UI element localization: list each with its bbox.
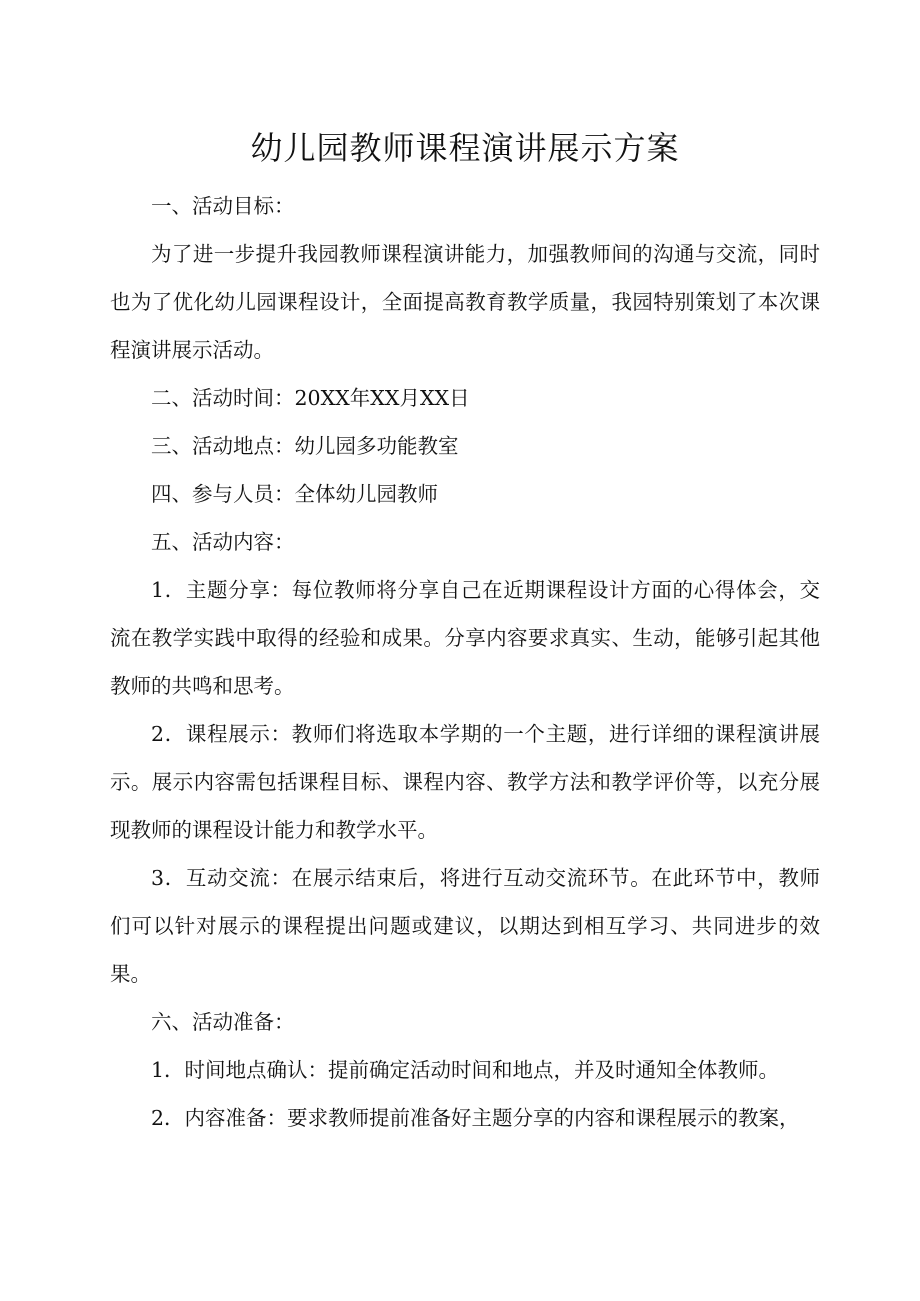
participants: 四、参与人员：全体幼儿园教师 (151, 482, 438, 506)
goals-paragraph: 为了进一步提升我园教师课程演讲能力，加强教师间的沟通与交流，同时也为了优化幼儿园课程设计，全面提高教育教学质量，我园特别策划了本次课程演讲展示活动。 (110, 242, 820, 362)
content-item-course-display: 2．课程展示：教师们将选取本学期的一个主题，进行详细的课程演讲展示。展示内容需包括课程目标、课程内容、教学方法和教学评价等，以充分展现教师的课程设计能力和教学水平。 (110, 722, 820, 842)
prep-item-time-location: 1．时间地点确认：提前确定活动时间和地点，并及时通知全体教师。 (151, 1058, 780, 1082)
section-heading-goals: 一、活动目标： (151, 194, 295, 218)
document-body (110, 182, 820, 1142)
section-heading-content: 五、活动内容： (151, 530, 295, 554)
content-item-interaction: 3．互动交流：在展示结束后，将进行互动交流环节。在此环节中，教师们可以针对展示的课程提出问题或建议，以期达到相互学习、共同进步的效果。 (110, 866, 820, 986)
activity-time: 二、活动时间：20XX年XX月XX日 (151, 386, 470, 410)
section-heading-preparation: 六、活动准备： (151, 1010, 295, 1034)
document-title: 幼儿园教师课程演讲展示方案 (250, 129, 680, 167)
activity-location: 三、活动地点：幼儿园多功能教室 (151, 434, 459, 458)
content-item-theme-sharing: 1．主题分享：每位教师将分享自己在近期课程设计方面的心得体会，交流在教学实践中取得的经验和成果。分享内容要求真实、生动，能够引起其他教师的共鸣和思考。 (110, 578, 820, 698)
prep-item-content: 2．内容准备：要求教师提前准备好主题分享的内容和课程展示的教案， (151, 1106, 800, 1130)
